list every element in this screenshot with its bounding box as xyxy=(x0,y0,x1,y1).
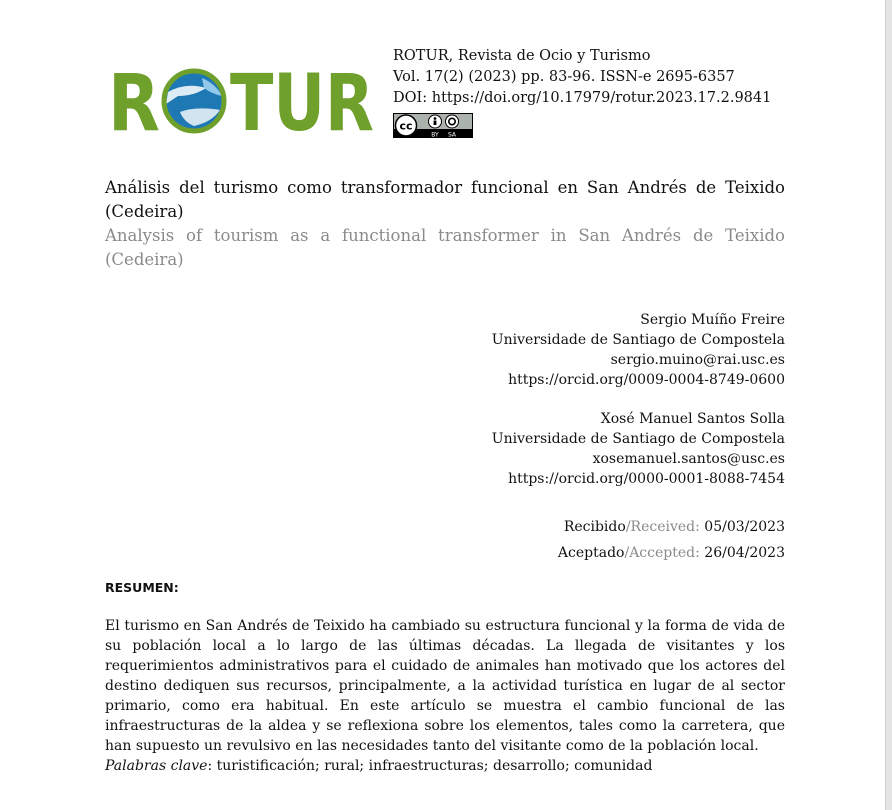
author-orcid[interactable]: https://orcid.org/0009-0004-8749-0600 xyxy=(508,372,785,388)
svg-text:R: R xyxy=(108,66,160,136)
journal-volume: Vol. 17(2) (2023) pp. 83-96. ISSN-e 2695-6357 xyxy=(393,69,735,85)
accepted-label-es: Aceptado xyxy=(557,545,625,561)
author-affiliation: Universidade de Santiago de Compostela xyxy=(491,332,785,348)
share-alike-icon xyxy=(446,115,459,128)
received-date: 05/03/2023 xyxy=(704,519,785,535)
globe-icon xyxy=(164,71,224,131)
keywords-line xyxy=(105,756,785,776)
accepted-label-en: /Accepted: xyxy=(624,545,700,561)
rotur-logo xyxy=(108,66,374,136)
svg-text:SA: SA xyxy=(447,131,457,138)
author-name: Xosé Manuel Santos Solla xyxy=(600,411,785,427)
article-title-english: Analysis of tourism as a functional transformer in San Andrés de Teixido (Cedeira) xyxy=(105,226,785,269)
received-date-line xyxy=(558,514,785,540)
authors xyxy=(492,310,785,489)
received-label-es: Recibido xyxy=(563,519,626,535)
keywords-label: Palabras clave xyxy=(105,758,208,774)
keywords-list: : turistificación; rural; infraestructuras; desarrollo; comunidad xyxy=(207,758,653,774)
accepted-date-line xyxy=(558,540,785,566)
abstract xyxy=(105,616,785,776)
author-affiliation: Universidade de Santiago de Compostela xyxy=(491,431,785,447)
resumen-heading: RESUMEN: xyxy=(105,580,179,595)
submission-dates xyxy=(558,514,785,566)
svg-text:cc: cc xyxy=(399,119,413,133)
author-name: Sergio Muíño Freire xyxy=(640,312,785,328)
journal-name: ROTUR, Revista de Ocio y Turismo xyxy=(393,48,651,64)
journal-info xyxy=(393,46,771,109)
received-label-en: /Received: xyxy=(625,519,700,535)
abstract-body: El turismo en San Andrés de Teixido ha cambiado su estructura funcional y la forma de vida de su población local a lo largo de las últimas décadas. La llegada de visitantes y los requerimientos administrativos para el cuidado de animales han motivado que los actores del destino dediquen sus recursos, principalmente, a la actividad turística en lugar de al sector primario, como era habitual. En este artículo se muestra el cambio funcional de las infraestructuras de la aldea y se reflexiona sobre los elementos, tales como la carretera, que han supuesto un revulsivo en las necesidades tanto del visitante como de la población local. xyxy=(105,618,785,754)
author-orcid[interactable]: https://orcid.org/0000-0001-8088-7454 xyxy=(508,471,785,487)
page-edge xyxy=(885,0,892,810)
journal-doi[interactable]: DOI: https://doi.org/10.17979/rotur.2023.17.2.9841 xyxy=(393,90,772,106)
cc-by-sa-badge[interactable] xyxy=(393,113,473,138)
author-email[interactable]: sergio.muino@rai.usc.es xyxy=(610,352,785,368)
author-email[interactable]: xosemanuel.santos@usc.es xyxy=(592,451,785,467)
article-title-spanish: Análisis del turismo como transformador funcional en San Andrés de Teixido (Cedeira) xyxy=(105,178,785,221)
accepted-date: 26/04/2023 xyxy=(704,545,785,561)
svg-text:BY: BY xyxy=(431,131,439,138)
author-2 xyxy=(492,409,785,489)
author-1 xyxy=(492,310,785,390)
svg-text:TUR: TUR xyxy=(230,66,374,136)
